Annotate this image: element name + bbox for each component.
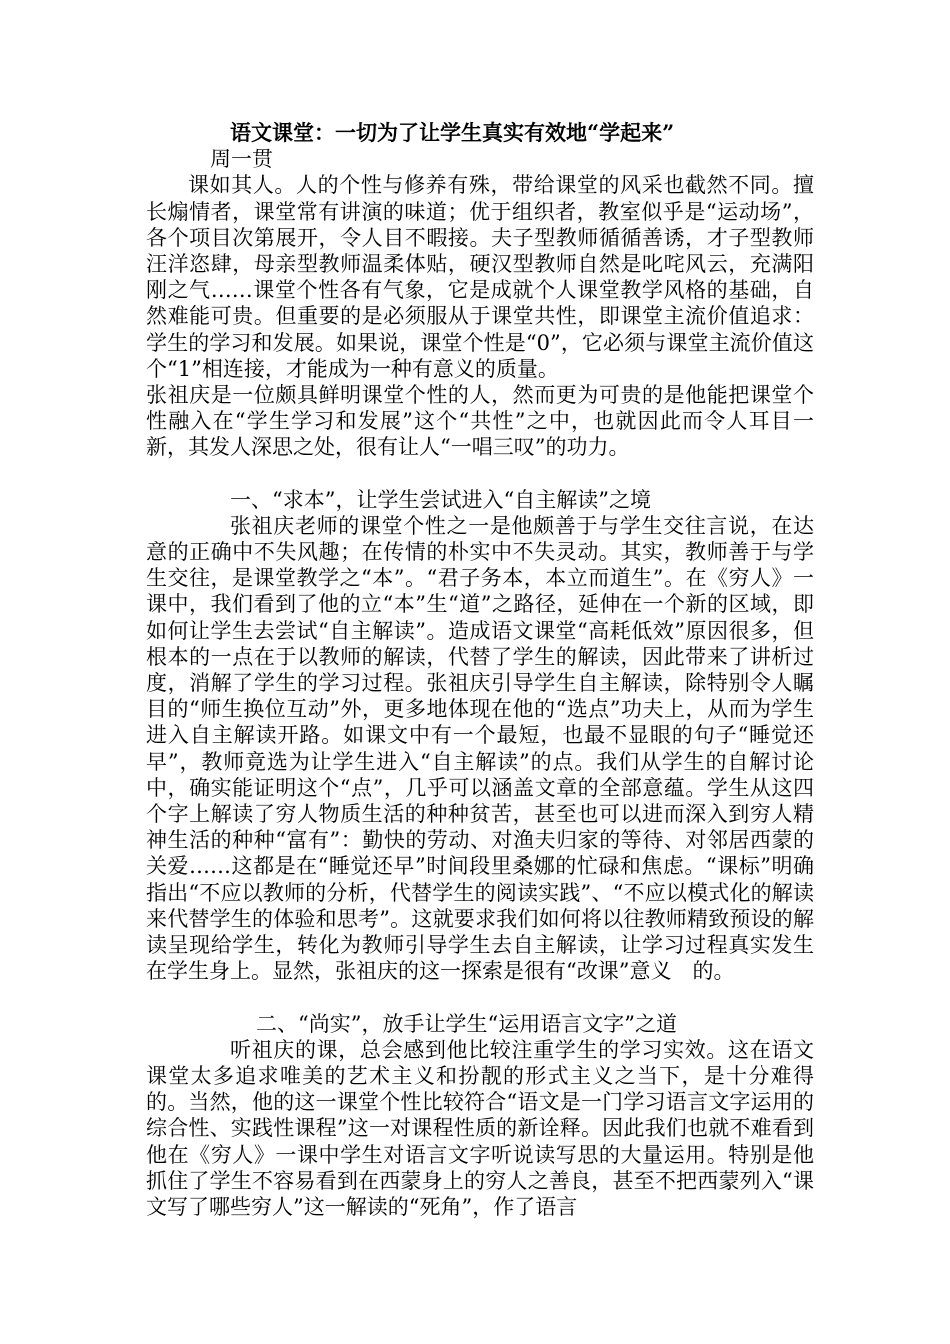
section-heading: 一、“求本”，让学生尝试进入“自主解读”之境 [230,487,651,512]
section-paragraph: 听祖庆的课，总会感到他比较注重学生的学习实效。这在语文课堂太多追求唯美的艺术主义和扮靓的形式主义之当下，是十分难得的。当然，他的这一课堂个性比较符合“语文是一门学习语言文字运用的综合性、实践性课程”这一对课程性质的新诠释。因此我们也就不难看到他在《穷人》一课中学生对语言文字听说读写思的大量运用。特别是他抓住了学生不容易看到在西蒙身上的穷人之善良，甚至不把西蒙列入“课文写了哪些穷人”这一解读的“死角”，作了语言 [146,1037,814,1219]
document-body [146,120,814,1220]
document-author: 周一贯 [210,147,273,172]
document-title: 语文课堂：一切为了让学生真实有效地“学起来” [230,120,675,145]
section-heading: 二、“尚实”，放手让学生“运用语言文字”之道 [256,1011,677,1036]
section-paragraph: 张祖庆老师的课堂个性之一是他颇善于与学生交往言说，在达意的正确中不失风趣；在传情的朴实中不失灵动。其实，教师善于与学生交往，是课堂教学之“本”。“君子务本，本立而道生”。在《穷人》一课中，我们看到了他的立“本”生“道”之路径，延伸在一个新的区域，即如何让学生去尝试“自主解读”。造成语文课堂“高耗低效”原因很多，但根本的一点在于以教师的解读，代替了学生的解读，因此带来了讲析过度，消解了学生的学习过程。张祖庆引导学生自主解读，除特别令人瞩目的“师生换位互动”外，更多地体现在他的“选点”功夫上，从而为学生进入自主解读开路。如课文中有一个最短，也最不显眼的句子“睡觉还早”，教师竟选为让学生进入“自主解读”的点。我们从学生的自解讨论中，确实能证明这个“点”，几乎可以涵盖文章的全部意蕴。学生从这四个字上解读了穷人物质生活的种种贫苦，甚至也可以进而深入到穷人精神生活的种种“富有”：勤快的劳动、对渔夫归家的等待、对邻居西蒙的关爱……这都是在“睡觉还早”时间段里桑娜的忙碌和焦虑。“课标”明确指出“不应以教师的分析，代替学生的阅读实践”、“不应以模式化的解读来代替学生的体验和思考”。这就要求我们如何将以往教师精致预设的解读呈现给学生，转化为教师引导学生去自主解读，让学习过程真实发生在学生身上。显然，张祖庆的这一探索是很有“改课”意义 的。 [146,513,814,984]
intro-paragraph: 课如其人。人的个性与修养有殊，带给课堂的风采也截然不同。擅长煽情者，课堂常有讲演的味道；优于组织者，教室似乎是“运动场”，各个项目次第展开，令人目不暇接。夫子型教师循循善诱，才子型教师汪洋恣肆，母亲型教师温柔体贴，硬汉型教师自然是叱咤风云，充满阳刚之气……课堂个性各有气象，它是成就个人课堂教学风格的基础，自然难能可贵。但重要的是必须服从于课堂共性，即课堂主流价值追求：学生的学习和发展。如果说，课堂个性是“0”，它必须与课堂主流价值这个“1”相连接，才能成为一种有意义的质量。 [146,173,814,381]
intro-paragraph: 张祖庆是一位颇具鲜明课堂个性的人，然而更为可贵的是他能把课堂个性融入在“学生学习和发展”这个“共性”之中，也就因此而令人耳目一新，其发人深思之处，很有让人“一唱三叹”的功力。 [146,383,814,460]
